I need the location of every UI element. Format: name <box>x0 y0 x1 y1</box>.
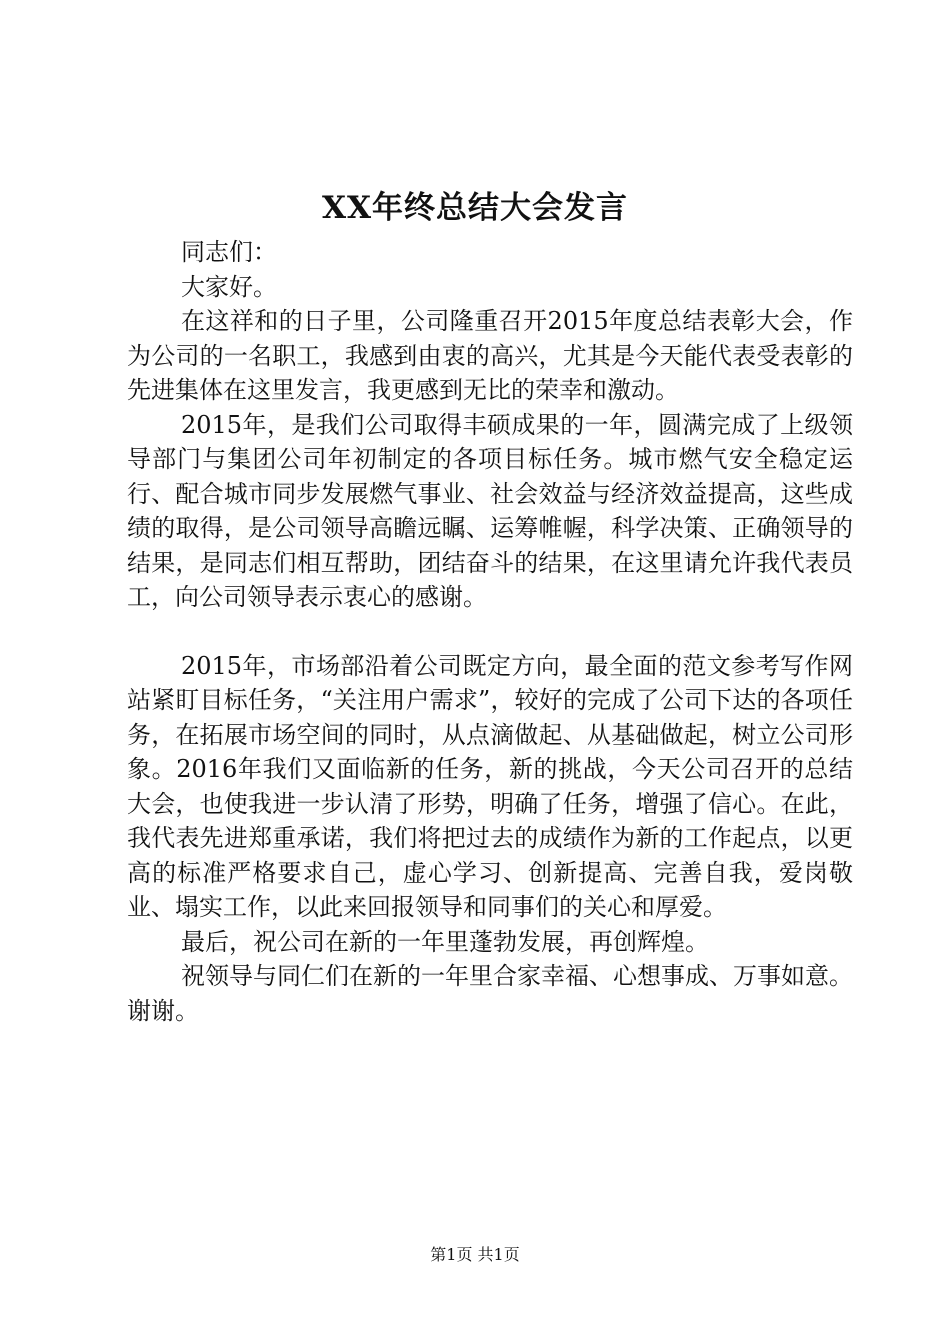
paragraph-achievements: 2015年，是我们公司取得丰硕成果的一年，圆满完成了上级领导部门与集团公司年初制定的各项目标任务。城市燃气安全稳定运行、配合城市同步发展燃气事业、社会效益与经济效益提高，这些成绩的取得，是公司领导高瞻远瞩、运筹帷幄，科学决策、正确领导的结果，是同志们相互帮助，团结奋斗的结果，在这里请允许我代表员工，向公司领导表示衷心的感谢。 <box>127 410 853 611</box>
document-body <box>127 235 853 1028</box>
paragraph-wishes-company: 最后，祝公司在新的一年里蓬勃发展，再创辉煌。 <box>181 927 709 956</box>
document-title: XX年终总结大会发言 <box>321 190 629 226</box>
paragraph-market-department: 2015年，市场部沿着公司既定方向，最全面的范文参考写作网站紧盯目标任务，“关注用户需求”，较好的完成了公司下达的各项任务，在拓展市场空间的同时，从点滴做起、从基础做起，树立公司形象。2016年我们又面临新的任务，新的挑战，今天公司召开的总结大会，也使我进一步认清了形势，明确了任务，增强了信心。在此，我代表先进郑重承诺，我们将把过去的成绩作为新的工作起点，以更高的标准严格要求自己，虚心学习、创新提高、完善自我，爱岗敬业、塌实工作，以此来回报领导和同事们的关心和厚爱。 <box>127 651 853 921</box>
paragraph-opening: 在这祥和的日子里，公司隆重召开2015年度总结表彰大会，作为公司的一名职工，我感到由衷的高兴，尤其是今天能代表受表彰的先进集体在这里发言，我更感到无比的荣幸和激动。 <box>127 307 853 404</box>
salutation: 同志们： <box>181 238 277 266</box>
page-number: 第1页 共1页 <box>430 1245 520 1264</box>
greeting: 大家好。 <box>181 272 277 301</box>
paragraph-closing: 祝领导与同仁们在新的一年里合家幸福、心想事成、万事如意。谢谢。 <box>127 962 853 1025</box>
